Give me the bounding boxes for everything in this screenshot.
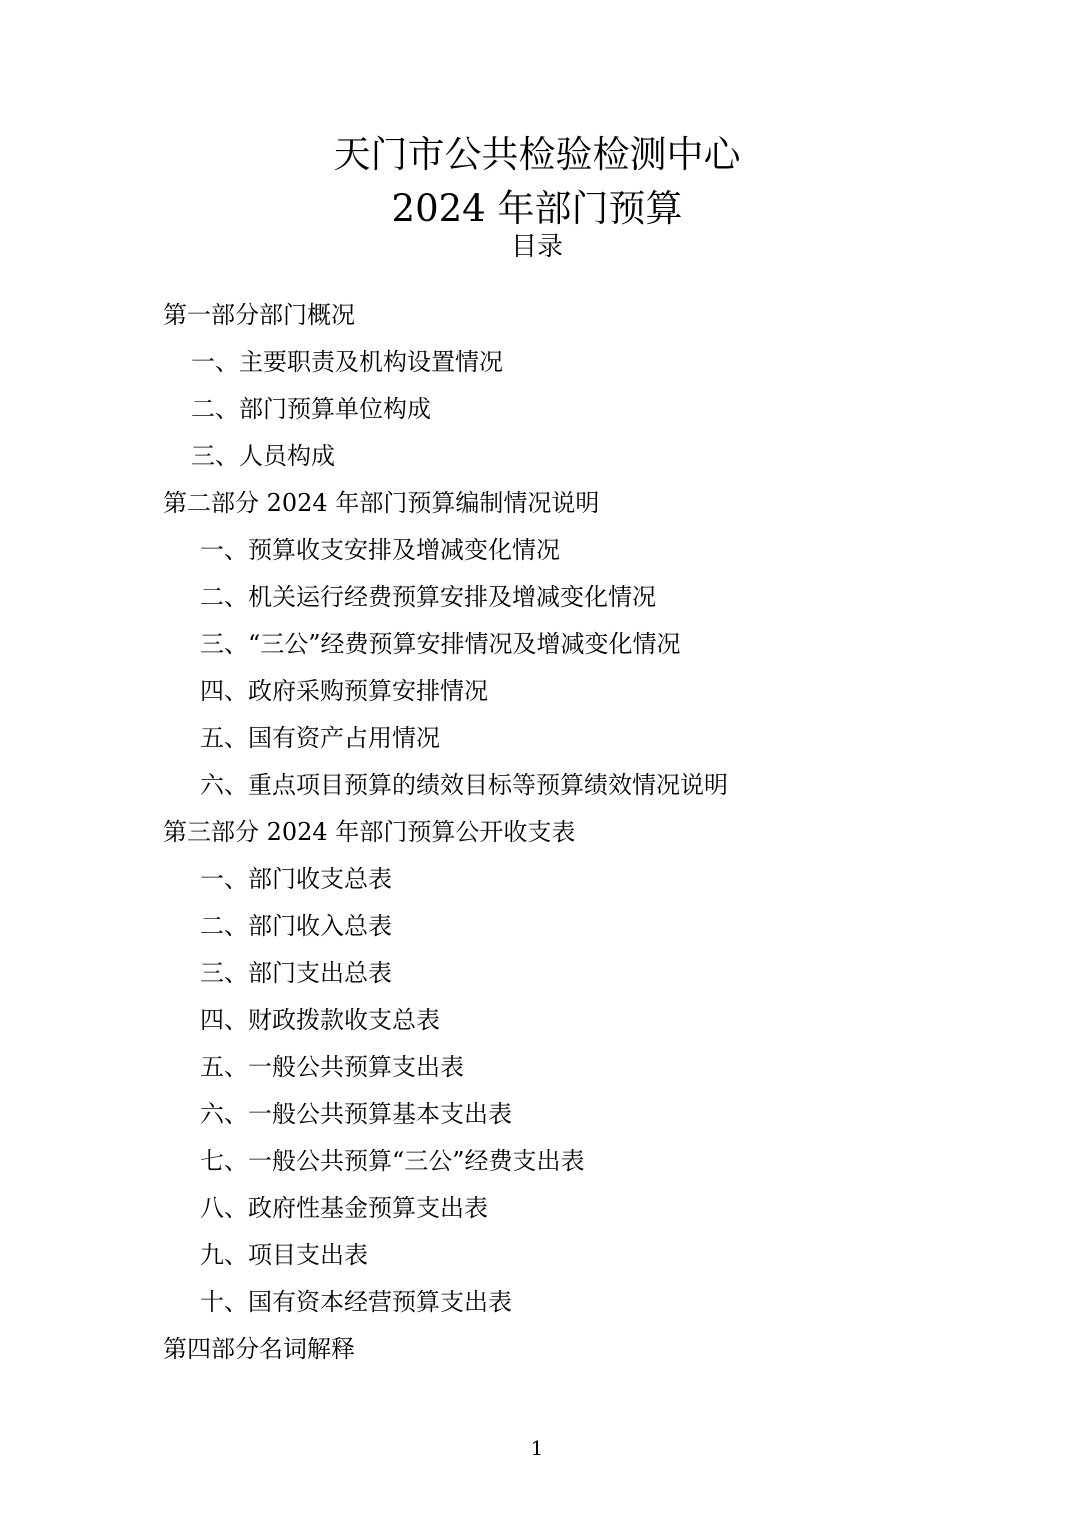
toc-item: 五、国有资产占用情况	[200, 724, 440, 752]
toc-item: 一、部门收支总表	[200, 865, 392, 893]
table-of-contents	[0, 292, 1074, 1373]
toc-item: 三、部门支出总表	[200, 959, 392, 987]
toc-item: 三、人员构成	[191, 442, 335, 470]
toc-part-4: 第四部分名词解释	[163, 1335, 355, 1363]
toc-item: 一、主要职责及机构设置情况	[191, 348, 503, 376]
page-number: 1	[530, 1436, 544, 1460]
toc-heading: 目录	[510, 232, 563, 262]
toc-item: 五、一般公共预算支出表	[200, 1053, 464, 1081]
toc-item: 三、“三公”经费预算安排情况及增减变化情况	[200, 630, 681, 658]
toc-item: 二、部门预算单位构成	[191, 395, 431, 423]
toc-item: 四、政府采购预算安排情况	[200, 677, 488, 705]
toc-item: 二、部门收入总表	[200, 912, 392, 940]
toc-item: 八、政府性基金预算支出表	[200, 1194, 488, 1222]
document-title: 天门市公共检验检测中心	[333, 133, 741, 176]
toc-item: 六、一般公共预算基本支出表	[200, 1100, 512, 1128]
document-subtitle: 2024 年部门预算	[391, 187, 683, 230]
toc-item: 十、国有资本经营预算支出表	[200, 1288, 512, 1316]
toc-part-2: 第二部分 2024 年部门预算编制情况说明	[163, 489, 600, 517]
toc-item: 二、机关运行经费预算安排及增减变化情况	[200, 583, 656, 611]
toc-item: 四、财政拨款收支总表	[200, 1006, 440, 1034]
toc-item: 一、预算收支安排及增减变化情况	[200, 536, 560, 564]
toc-item: 九、项目支出表	[200, 1241, 368, 1269]
toc-item: 六、重点项目预算的绩效目标等预算绩效情况说明	[200, 771, 728, 799]
toc-part-3: 第三部分 2024 年部门预算公开收支表	[163, 818, 576, 846]
toc-item: 七、一般公共预算“三公”经费支出表	[200, 1147, 585, 1175]
toc-part-1: 第一部分部门概况	[163, 301, 355, 329]
